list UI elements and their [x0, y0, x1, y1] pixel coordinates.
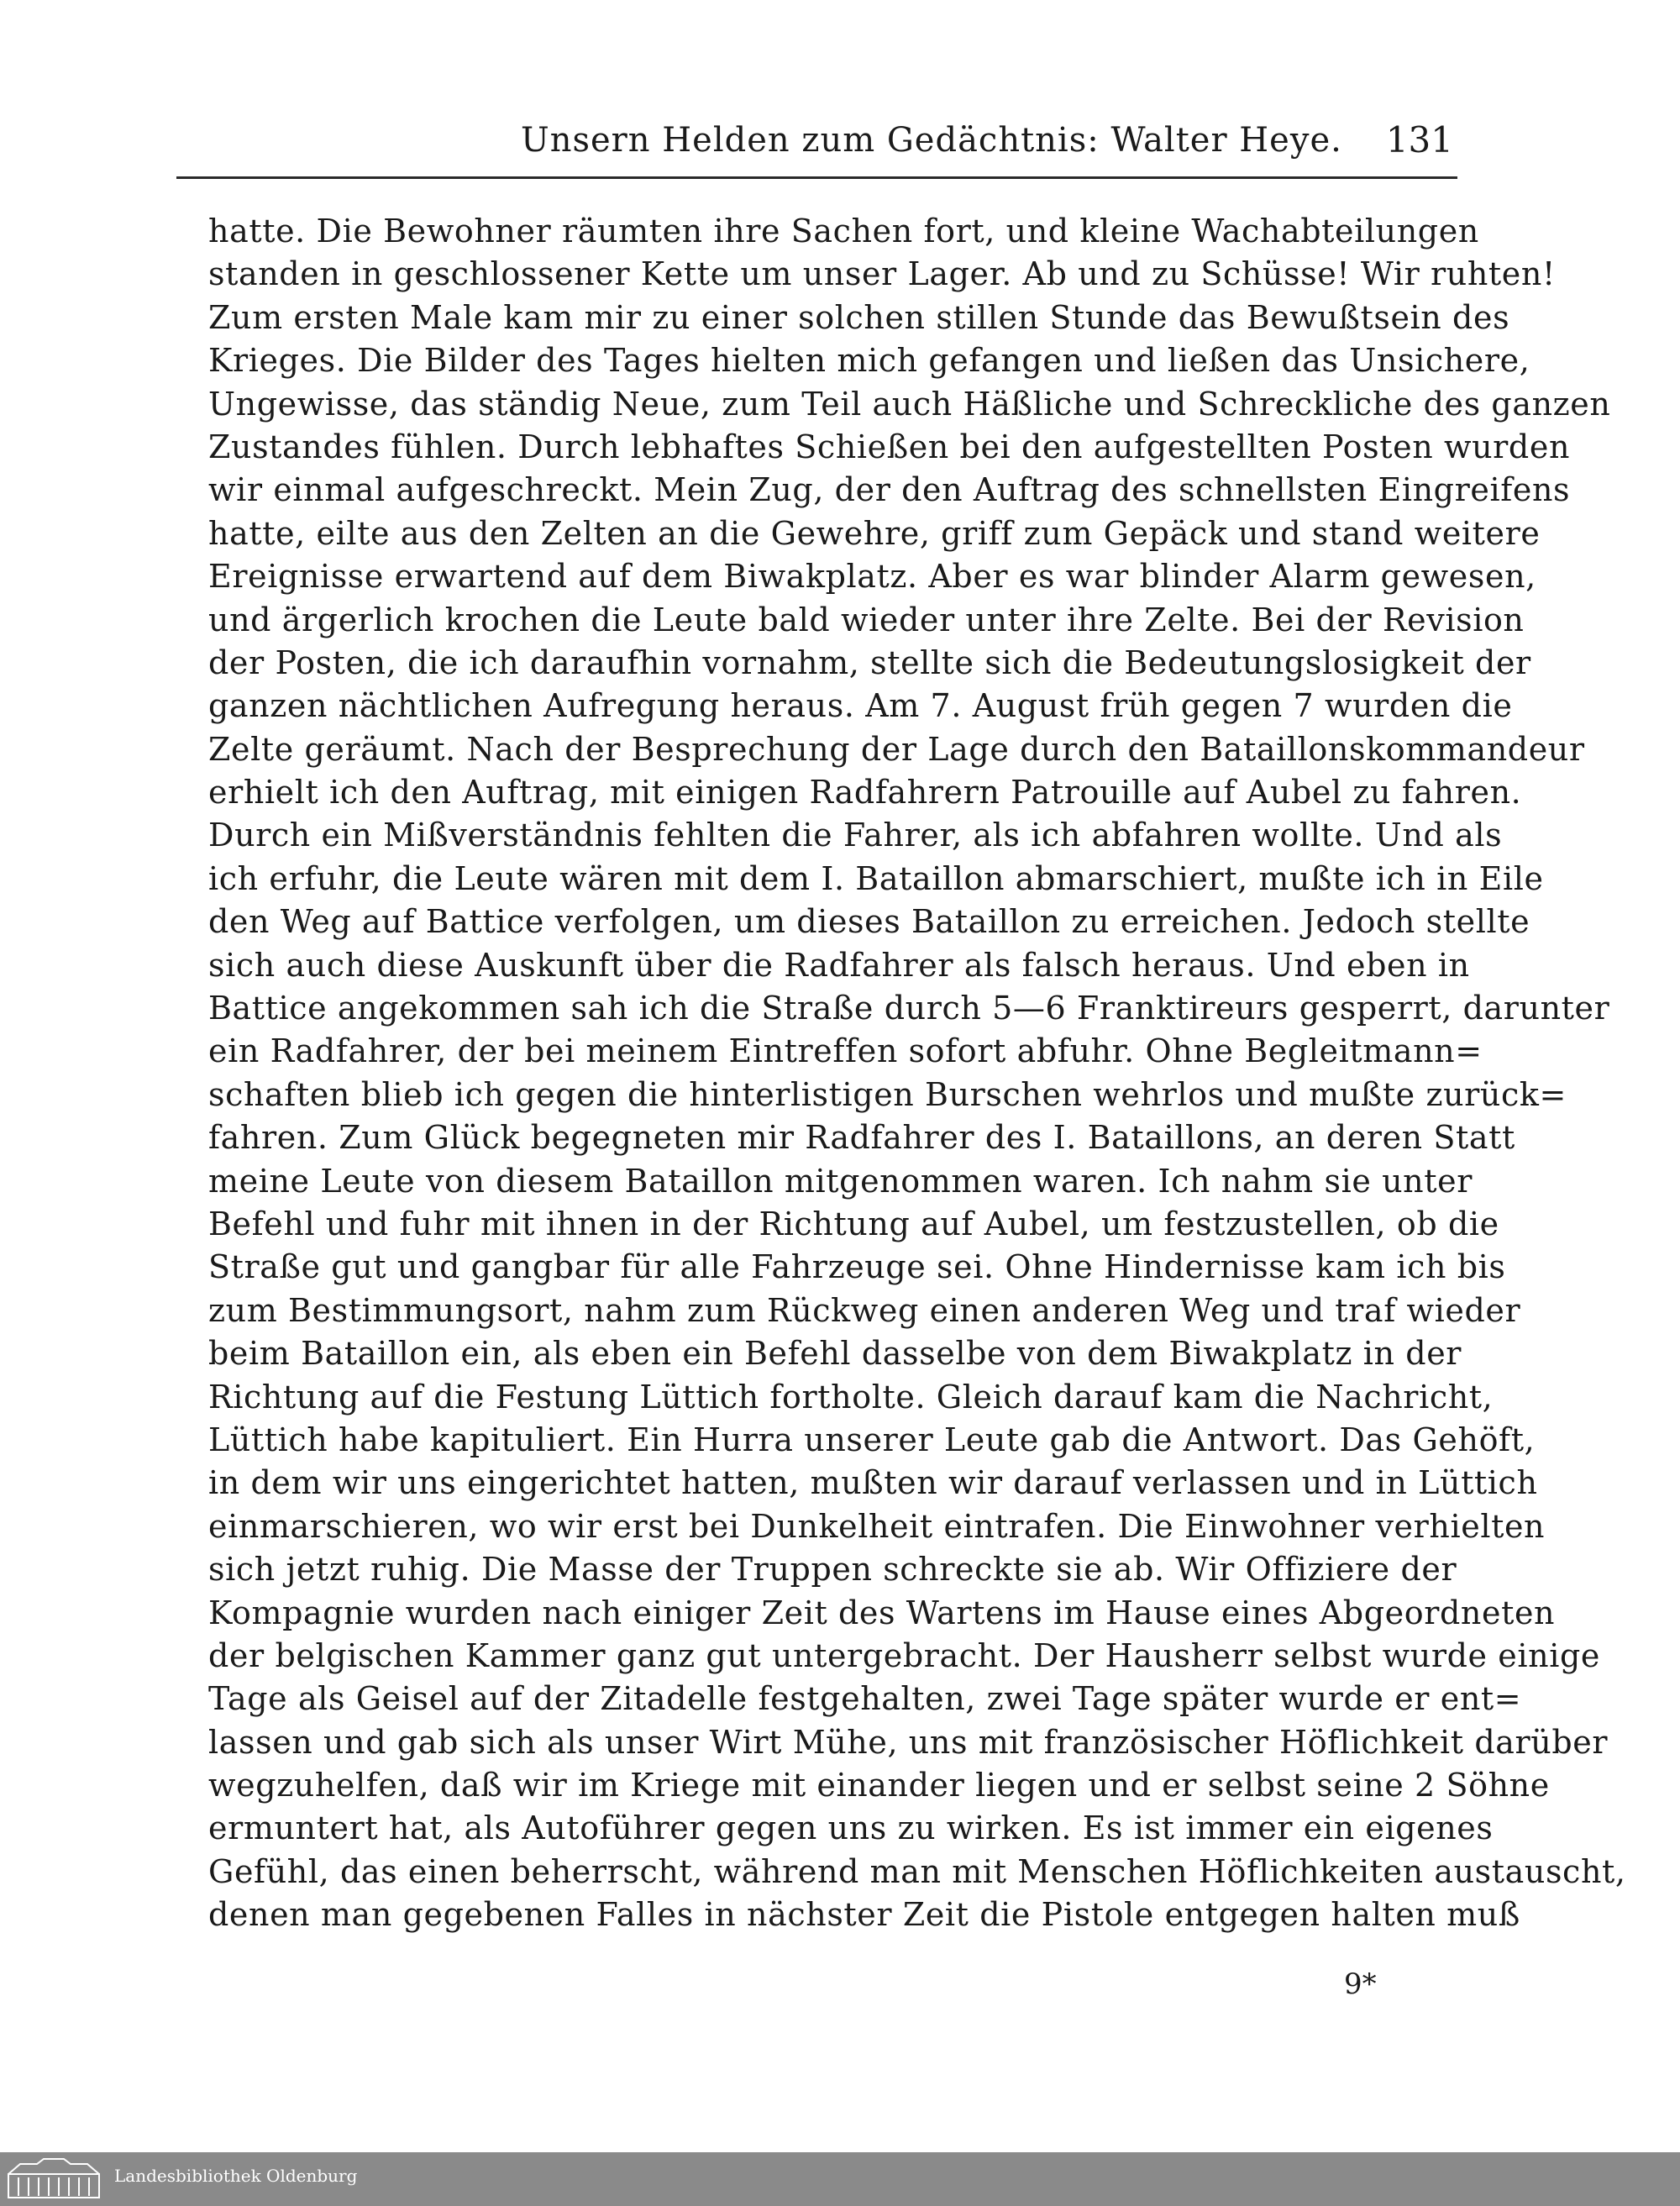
- text-line: zum Bestimmungsort, nahm zum Rückweg einen anderen Weg und traf wieder: [208, 1291, 1521, 1329]
- text-line: Kompagnie wurden nach einiger Zeit des Wartens im Hause eines Abgeordneten: [208, 1594, 1556, 1631]
- text-line: Tage als Geisel auf der Zitadelle festgehalten, zwei Tage später wurde er ent=: [208, 1680, 1522, 1718]
- text-line: einmarschieren, wo wir erst bei Dunkelheit eintrafen. Die Einwohner verhielten: [208, 1507, 1546, 1545]
- text-line: sich auch diese Auskunft über die Radfahrer als falsch heraus. Und eben in: [208, 946, 1470, 984]
- text-line: Straße gut und gangbar für alle Fahrzeuge sei. Ohne Hindernisse kam ich bis: [208, 1248, 1506, 1286]
- text-line: Lüttich habe kapituliert. Ein Hurra unserer Leute gab die Antwort. Das Gehöft,: [208, 1421, 1536, 1458]
- page-header: [176, 116, 1453, 176]
- text-line: Ungewisse, das ständig Neue, zum Teil auch Häßliche und Schreckliche des ganzen: [208, 385, 1611, 423]
- text-line: Befehl und fuhr mit ihnen in der Richtung auf Aubel, um festzustellen, ob die: [208, 1205, 1499, 1242]
- text-line: Zelte geräumt. Nach der Besprechung der Lage durch den Bataillonskommandeur: [208, 730, 1585, 768]
- text-line: schaften blieb ich gegen die hinterlistigen Burschen wehrlos und mußte zurück=: [208, 1075, 1567, 1113]
- text-line: ein Radfahrer, der bei meinem Eintreffen sofort abfuhr. Ohne Begleitmann=: [208, 1032, 1483, 1070]
- text-line: hatte. Die Bewohner räumten ihre Sachen fort, und kleine Wachabteilungen: [208, 213, 1479, 249]
- page-number: 131: [1385, 119, 1453, 160]
- text-line: und ärgerlich krochen die Leute bald wieder unter ihre Zelte. Bei der Revision: [208, 601, 1525, 638]
- text-line: fahren. Zum Glück begegneten mir Radfahrer des I. Bataillons, an deren Statt: [208, 1119, 1515, 1157]
- library-name: Landesbibliothek Oldenburg: [114, 2166, 358, 2186]
- body-text: [208, 210, 1626, 1937]
- text-line: sich jetzt ruhig. Die Masse der Truppen schreckte sie ab. Wir Offiziere der: [208, 1551, 1457, 1589]
- text-line: der belgischen Kammer ganz gut untergebracht. Der Hausherr selbst wurde einige: [208, 1636, 1600, 1674]
- text-line: erhielt ich den Auftrag, mit einigen Radfahrern Patrouille auf Aubel zu fahren.: [208, 774, 1522, 811]
- footer-bar: [0, 2152, 1680, 2206]
- text-line: ganzen nächtlichen Aufregung heraus. Am 7. August früh gegen 7 wurden die: [208, 687, 1513, 725]
- text-line: wegzuhelfen, daß wir im Kriege mit einander liegen und er selbst seine 2 Söhne: [208, 1767, 1550, 1804]
- text-line: Zustandes fühlen. Durch lebhaftes Schießen bei den aufgestellten Posten wurden: [208, 428, 1571, 465]
- text-line: den Weg auf Battice verfolgen, um dieses Bataillon zu erreichen. Jedoch stellte: [208, 903, 1530, 941]
- text-line: lassen und gab sich als unser Wirt Mühe, uns mit französischer Höflichkeit darüber: [208, 1723, 1609, 1761]
- library-building-icon: [3, 2157, 104, 2201]
- text-line: ermuntert hat, als Autoführer gegen uns zu wirken. Es ist immer ein eigenes: [208, 1809, 1494, 1847]
- text-line: Durch ein Mißverständnis fehlten die Fahrer, als ich abfahren wollte. Und als: [208, 817, 1503, 854]
- text-line: beim Bataillon ein, als eben ein Befehl dasselbe von dem Biwakplatz in der: [208, 1335, 1462, 1373]
- running-title: Unsern Helden zum Gedächtnis: Walter Heye.: [521, 121, 1342, 160]
- text-line: wir einmal aufgeschreckt. Mein Zug, der den Auftrag des schnellsten Eingreifens: [208, 471, 1571, 509]
- text-line: meine Leute von diesem Bataillon mitgenommen waren. Ich nahm sie unter: [208, 1162, 1473, 1200]
- header-rule: [176, 176, 1457, 179]
- signature-mark: 9*: [1344, 1967, 1377, 2001]
- text-line: Gefühl, das einen beherrscht, während man mit Menschen Höflichkeiten austauscht,: [208, 1852, 1626, 1890]
- text-line: ich erfuhr, die Leute wären mit dem I. Bataillon abmarschiert, mußte ich in Eile: [208, 859, 1544, 897]
- text-line: der Posten, die ich daraufhin vornahm, stellte sich die Bedeutungslosigkeit der: [208, 643, 1531, 681]
- text-line: in dem wir uns eingerichtet hatten, mußten wir darauf verlassen und in Lüttich: [208, 1464, 1538, 1502]
- text-line: Richtung auf die Festung Lüttich fortholte. Gleich darauf kam die Nachricht,: [208, 1378, 1494, 1416]
- text-line: standen in geschlossener Kette um unser Lager. Ab und zu Schüsse! Wir ruhten!: [208, 255, 1556, 293]
- text-line: Krieges. Die Bilder des Tages hielten mich gefangen und ließen das Unsichere,: [208, 342, 1530, 380]
- text-line: Battice angekommen sah ich die Straße durch 5—6 Franktireurs gesperrt, darunter: [208, 990, 1610, 1027]
- text-line: hatte, eilte aus den Zelten an die Gewehre, griff zum Gepäck und stand weitere: [208, 514, 1541, 552]
- text-line: denen man gegebenen Falles in nächster Zeit die Pistole entgegen halten muß: [208, 1896, 1520, 1934]
- text-line: Zum ersten Male kam mir zu einer solchen stillen Stunde das Bewußtsein des: [208, 298, 1510, 336]
- text-line: Ereignisse erwartend auf dem Biwakplatz. Aber es war blinder Alarm gewesen,: [208, 558, 1536, 596]
